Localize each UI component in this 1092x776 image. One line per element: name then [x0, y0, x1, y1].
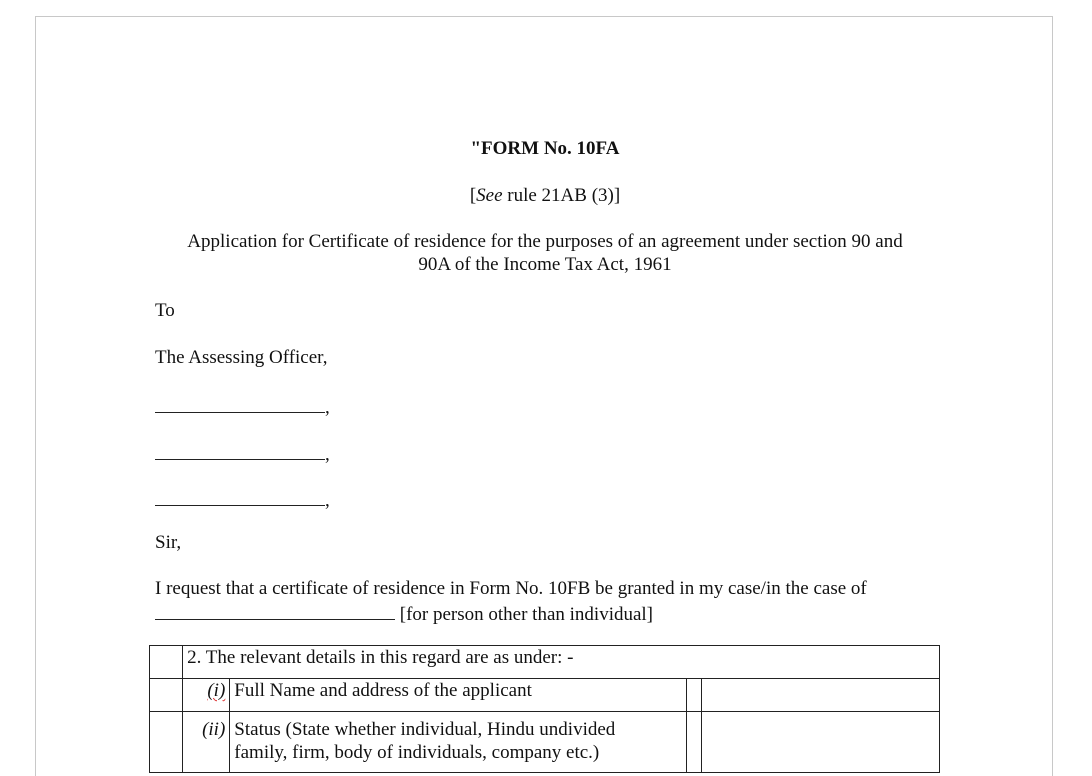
- address-blank[interactable]: [155, 486, 325, 506]
- row-answer-cell[interactable]: [702, 679, 940, 712]
- address-line-3[interactable]: [155, 486, 330, 512]
- subtitle-line-1: Application for Certificate of residence for the purposes of an agreement under section 90 and: [187, 231, 903, 252]
- table-row: [150, 712, 940, 773]
- table-row: [150, 679, 940, 712]
- address-blank[interactable]: [155, 440, 325, 460]
- address-blank[interactable]: [155, 393, 325, 413]
- table-cell-blank: [150, 712, 183, 773]
- subtitle-line-2: 90A of the Income Tax Act, 1961: [418, 254, 672, 275]
- rule-see: See: [476, 185, 503, 206]
- address-comma: ,: [325, 490, 330, 511]
- officer-label: The Assessing Officer,: [155, 347, 328, 368]
- request-suffix: [for person other than individual]: [395, 604, 654, 625]
- rule-open: [: [469, 185, 477, 206]
- request-line-2: [155, 600, 653, 626]
- rule-reference: [0, 184, 1090, 207]
- address-comma: ,: [325, 444, 330, 465]
- table-cell-blank: [150, 679, 183, 712]
- request-line-1: I request that a certificate of residence in Form No. 10FB be granted in my case/in the case of: [155, 578, 867, 599]
- row-label-line-1: Status (State whether individual, Hindu undivided: [234, 719, 616, 740]
- row-answer-cell[interactable]: [702, 712, 940, 773]
- row-label: [230, 712, 687, 773]
- form-title: "FORM No. 10FA: [470, 138, 620, 159]
- table-cell-blank: [687, 679, 702, 712]
- address-comma: ,: [325, 397, 330, 418]
- table-header-cell: 2. The relevant details in this regard are as under: -: [183, 646, 940, 679]
- salutation: Sir,: [155, 532, 182, 553]
- address-line-1[interactable]: [155, 393, 330, 419]
- row-label: Full Name and address of the applicant: [230, 679, 687, 712]
- table-cell-blank: [150, 646, 183, 679]
- details-table: [149, 645, 940, 773]
- table-cell-blank: [687, 712, 702, 773]
- person-name-blank[interactable]: [155, 600, 395, 620]
- table-header-row: [150, 646, 940, 679]
- rule-rest: rule 21AB (3)]: [502, 185, 621, 206]
- row-label-line-2: family, firm, body of individuals, company etc.): [234, 742, 600, 763]
- to-label: To: [155, 300, 175, 321]
- row-number: (i): [183, 679, 230, 712]
- row-number: (ii): [183, 712, 230, 773]
- address-line-2[interactable]: [155, 440, 330, 466]
